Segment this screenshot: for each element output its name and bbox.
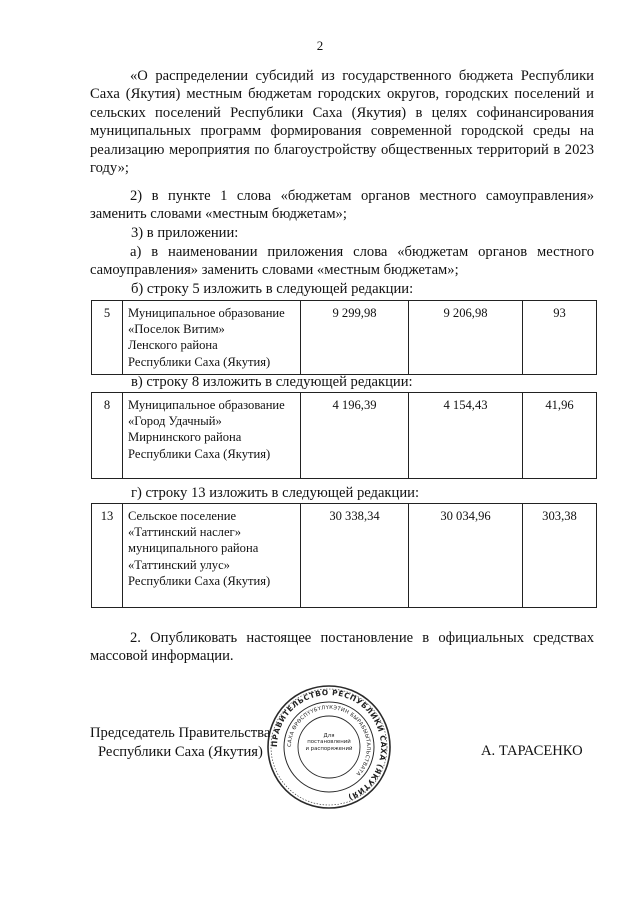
municipality-name-cell (123, 504, 301, 608)
signatory-title-line: Республики Саха (Якутия) (98, 744, 263, 760)
intro-paragraph: «О распределении субсидий из государственного бюджета Республики Саха (Якутия) местным бюджетам городских округов, городских поселений и сельских поселений Республики Саха (Якутия) в целях софинансирования муниципальных программ формирования современной городской среды на реализацию мероприятия по благоустройству общественных территорий в 2023 году»; (90, 68, 594, 177)
item-3-heading: 3) в приложении: (131, 225, 239, 241)
table-row (92, 393, 597, 479)
item-3a-paragraph: а) в наименовании приложения слова «бюджетам органов местного самоуправления» заменить словами «местным бюджетам»; (90, 244, 594, 279)
row-13-table (91, 503, 597, 608)
municipality-name-line: «Таттинский улус» (128, 557, 230, 572)
seal-inner-text: САХА ӨРӨСПҮҮБҮЛҮКЭТИН БЫРАБЫЫТАЛЬСТВАТА (286, 704, 372, 777)
item-3b-heading: б) строку 5 изложить в следующей редакции: (131, 281, 414, 297)
row-number-cell: 5 (92, 301, 123, 375)
page-number: 2 (316, 38, 324, 53)
signatory-name: А. ТАРАСЕНКО (481, 743, 583, 759)
row-number-cell: 8 (92, 393, 123, 479)
item-2-paragraph: 2) в пункте 1 слова «бюджетам органов местного самоуправления» заменить словами «местным бюджетам»; (90, 188, 594, 223)
value-cell: 4 196,39 (301, 393, 409, 479)
table-row (92, 301, 597, 375)
seal-center-text: Для постановлений и распоряжений (305, 733, 353, 752)
municipality-name-line: Республики Саха (Якутия) (128, 446, 271, 461)
table-row (92, 504, 597, 608)
municipality-name-line: Сельское поселение (128, 509, 237, 523)
publish-paragraph: 2. Опубликовать настоящее постановление в официальных средствах массовой информации. (90, 630, 594, 665)
municipality-name-line: Республики Саха (Якутия) (128, 354, 271, 369)
item-3g-heading: г) строку 13 изложить в следующей редакции: (131, 485, 419, 501)
signatory-title (90, 724, 270, 762)
signatory-title-line: Председатель Правительства (90, 725, 271, 741)
municipality-name-line: муниципального района (128, 541, 259, 556)
municipality-name-line: «Город Удачный» (128, 414, 222, 429)
value-cell: 30 338,34 (301, 504, 409, 608)
municipality-name-line: Республики Саха (Якутия) (128, 573, 271, 588)
item-3v-heading: в) строку 8 изложить в следующей редакции: (131, 374, 413, 390)
value-cell: 4 154,43 (409, 393, 523, 479)
value-cell: 93 (523, 301, 597, 375)
value-cell: 9 299,98 (301, 301, 409, 375)
municipality-name-line: Муниципальное образование (128, 306, 285, 320)
municipality-name-line: «Таттинский наслег» (128, 525, 242, 540)
municipality-name-line: Ленского района (128, 338, 218, 353)
municipality-name-cell (123, 393, 301, 479)
municipality-name-line: Мирнинского района (128, 430, 242, 445)
seal-outer-text: ПРАВИТЕЛЬСТВО РЕСПУБЛИКИ САХА (ЯКУТИЯ) (269, 687, 389, 803)
value-cell: 9 206,98 (409, 301, 523, 375)
municipality-name-line: «Поселок Витим» (128, 322, 225, 337)
row-5-table (91, 300, 597, 375)
value-cell: 30 034,96 (409, 504, 523, 608)
row-8-table (91, 392, 597, 479)
value-cell: 303,38 (523, 504, 597, 608)
row-number-cell: 13 (92, 504, 123, 608)
official-seal (265, 683, 393, 811)
municipality-name-cell (123, 301, 301, 375)
value-cell: 41,96 (523, 393, 597, 479)
municipality-name-line: Муниципальное образование (128, 398, 285, 412)
